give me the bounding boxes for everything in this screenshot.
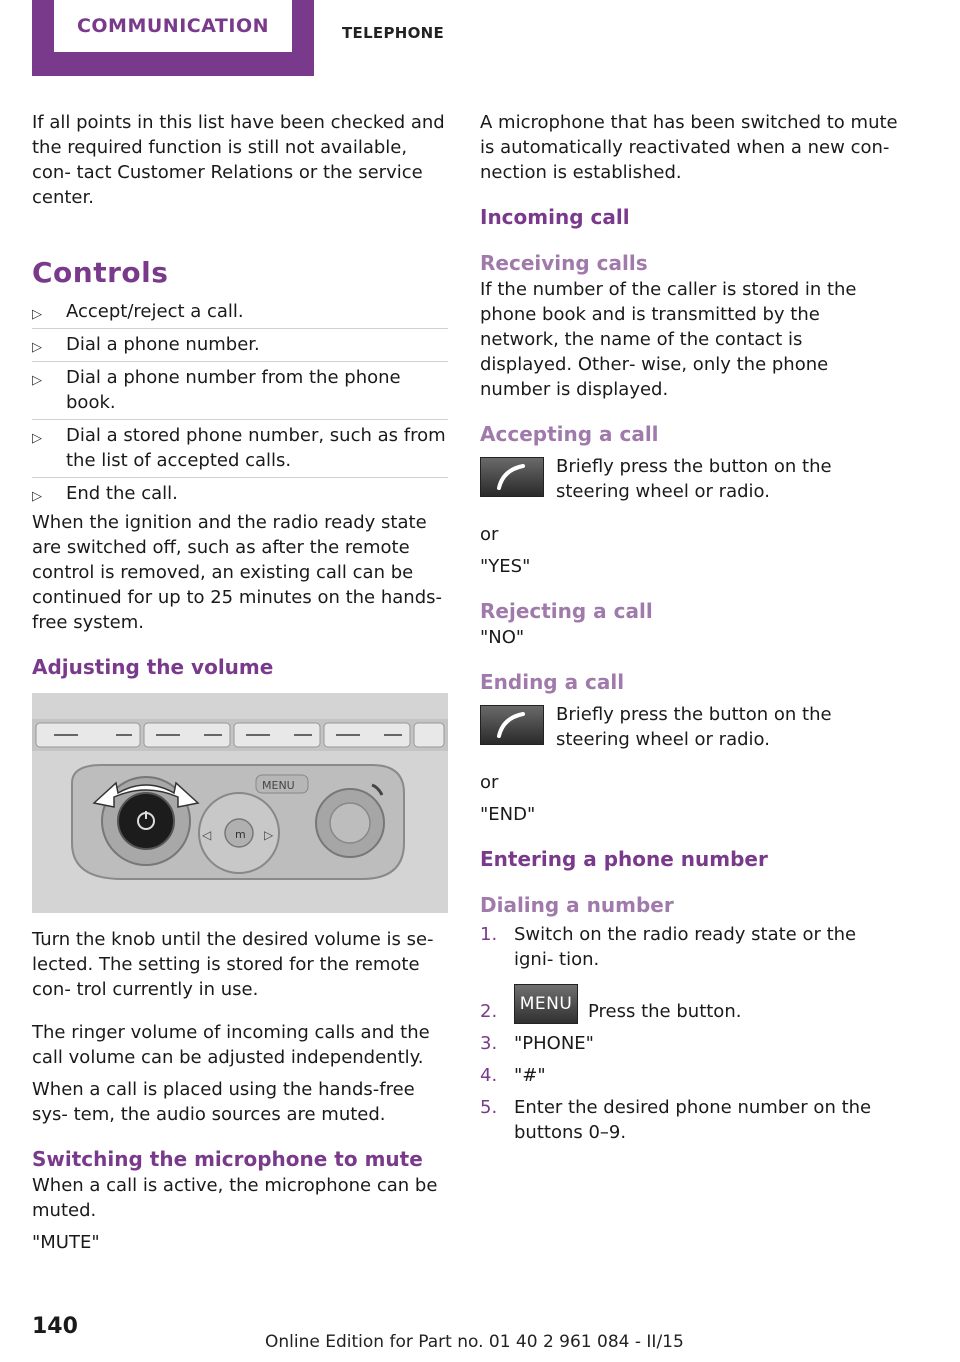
list-item: ▷ End the call. [32, 478, 448, 510]
accepting-call-heading: Accepting a call [480, 422, 659, 446]
rejecting-call-heading: Rejecting a call [480, 599, 653, 623]
phone-button-icon [480, 457, 544, 497]
receiving-calls-heading: Receiving calls [480, 251, 648, 275]
list-item: 2. MENU Press the button. [480, 976, 900, 1028]
mute-heading: Switching the microphone to mute [32, 1147, 423, 1171]
receiving-calls-paragraph: If the number of the caller is stored in the phone book and is transmitted by the network, the name of the contact is displayed. Other‐ wise, only the phone number is displayed. [480, 279, 857, 400]
page-number: 140 [32, 1314, 78, 1339]
list-item: 5. Enter the desired phone number on the buttons 0–9. [480, 1097, 872, 1143]
no-command: "NO" [480, 627, 525, 648]
triangle-bullet-icon: ▷ [32, 373, 42, 388]
phone-button-icon [480, 705, 544, 745]
triangle-bullet-icon: ▷ [32, 307, 42, 322]
ignition-paragraph: When the ignition and the radio ready state are switched off, such as after the remote control is removed, an existing call can be continued for up to 25 minutes on the hands-free system. [32, 512, 442, 633]
accept-instruction [480, 454, 900, 504]
mute-reactivation-paragraph: A microphone that has been switched to mute is automatically reactivated when a new con‐ nection is established. [480, 112, 898, 183]
left-column [32, 110, 448, 1255]
accepting-paragraph: Briefly press the button on the steering wheel or radio. [556, 456, 832, 502]
or-text-2: or [480, 772, 499, 793]
mute-paragraph: When a call is active, the microphone can be muted. [32, 1175, 438, 1221]
volume-paragraph-3: When a call is placed using the hands-free sys‐ tem, the audio sources are muted. [32, 1079, 415, 1125]
edition-line: Online Edition for Part no. 01 40 2 961 084 - II/15 [265, 1332, 684, 1352]
ending-paragraph: Briefly press the button on the steering wheel or radio. [556, 704, 832, 750]
list-item: 3. "PHONE" [480, 1033, 594, 1054]
list-item: ▷ Accept/reject a call. [32, 296, 448, 329]
list-item: 1. Switch on the radio ready state or the igni‐ tion. [480, 924, 857, 970]
yes-command: "YES" [480, 556, 531, 577]
end-instruction [480, 702, 900, 752]
list-item: ▷ Dial a phone number. [32, 329, 448, 362]
dialing-steps [480, 919, 900, 1149]
mute-command: "MUTE" [32, 1232, 100, 1253]
list-item: ▷ Dial a stored phone number, such as from the list of accepted calls. [32, 420, 448, 478]
dialing-number-heading: Dialing a number [480, 893, 674, 917]
volume-paragraph-2: The ringer volume of incoming calls and the call volume can be adjusted independently. [32, 1022, 430, 1068]
triangle-bullet-icon: ▷ [32, 340, 42, 355]
list-item: 4. "#" [480, 1065, 546, 1086]
volume-paragraph-1: Turn the knob until the desired volume is se‐ lected. The setting is stored for the remote con‐ trol currently in use. [32, 929, 434, 1000]
triangle-bullet-icon: ▷ [32, 489, 42, 504]
controls-heading: Controls [32, 256, 169, 289]
end-command: "END" [480, 804, 536, 825]
ending-call-heading: Ending a call [480, 670, 625, 694]
entering-number-heading: Entering a phone number [480, 847, 768, 871]
svg-text:m: m [235, 828, 246, 841]
radio-panel-illustration [32, 693, 448, 913]
or-text-1: or [480, 524, 499, 545]
intro-paragraph: If all points in this list have been checked and the required function is still not available, con‐ tact Customer Relations or the service center. [32, 112, 445, 208]
volume-heading: Adjusting the volume [32, 655, 274, 679]
incoming-call-heading: Incoming call [480, 205, 630, 229]
section-tab-label[interactable]: TELEPHONE [342, 24, 445, 42]
svg-text:◁: ◁ [202, 828, 212, 842]
triangle-bullet-icon: ▷ [32, 431, 42, 446]
menu-button-icon: MENU [514, 984, 578, 1024]
controls-list [32, 296, 448, 510]
right-column [480, 110, 900, 1149]
list-item: ▷ Dial a phone number from the phone book. [32, 362, 448, 420]
chapter-tab-label: COMMUNICATION [54, 0, 292, 52]
svg-text:MENU: MENU [262, 779, 295, 792]
svg-text:▷: ▷ [264, 828, 274, 842]
chapter-tab[interactable] [32, 0, 314, 76]
radio-controls-photo [32, 693, 448, 913]
